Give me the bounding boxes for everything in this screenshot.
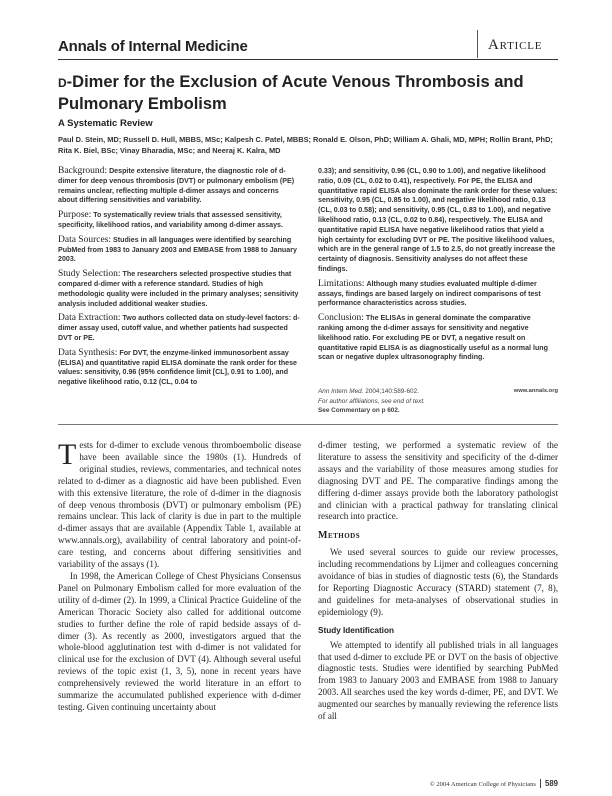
methods-heading: Methods: [318, 530, 361, 542]
article-subtitle: A Systematic Review: [58, 118, 153, 129]
drop-cap: T: [58, 438, 77, 471]
title-prefix: d: [58, 73, 67, 91]
copyright: © 2004 American College of Physicians: [429, 781, 536, 788]
journal-url[interactable]: www.annals.org: [513, 388, 558, 394]
citation-block: [318, 387, 558, 416]
citation-line: Ann Intern Med. 2004;140:589-602.: [318, 388, 419, 395]
abstract-left-column: [58, 167, 300, 393]
methods-paragraph: We used several sources to guide our review processes, including recommendations by Lijmer and colleagues concerning avoidance of bias in studies of diagnostic tests (6), the Standards for Reporting Diagnostic Accuracy (STARD) statement (7, 8), and guidelines for meta-analyses of observational studies in epidemiology (9).: [318, 547, 558, 617]
author-list: Paul D. Stein, MD; Russell D. Hull, MBBS, MSc; Kalpesh C. Patel, MBBS; Ronald E. Olson, PhD; William A. Ghali, MD, MPH; Rollin Brant, PhD; Rita K. Biel, BSc; Vinay Bharadia, MSc; and Neeraj K. Kalra, MD: [58, 135, 553, 155]
body-left-column: [58, 440, 301, 714]
abstract-rule: [58, 424, 558, 425]
body-right-column: [318, 440, 558, 723]
abstract-selection: Study Selection: The researchers selected prospective studies that compared d-dimer with a reference standard. Studies of high methodologic quality were included in the primary analyses; sensitivity analysis included additional weaker studies.: [58, 269, 299, 308]
header-rule: [58, 59, 558, 60]
abstract-purpose: Purpose: To systematically review trials that assessed sensitivity, specificity, likelihood ratios, and variability among d-dimer assays.: [58, 210, 283, 229]
abstract-background: Background: Despite extensive literature, the diagnostic role of d-dimer for deep venous thrombosis (DVT) or pulmonary embolism (PE) remains unclear, reflecting multiple d-dimer assays and concerns about differing sensitivities and variability.: [58, 166, 295, 205]
abstract-sources: Data Sources: Studies in all languages were identified by searching PubMed from 1983 to January 2003 and EMBASE from 1988 to January 2003.: [58, 234, 297, 264]
page-footer: [318, 779, 558, 788]
abstract-extraction: Data Extraction: Two authors collected data on study-level factors: d-dimer assay used, cutoff value, and whether patients had suspected DVT or PE.: [58, 313, 300, 342]
abstract-right-column: [318, 167, 558, 368]
abstract-synthesis: Data Synthesis: For DVT, the enzyme-linked immunosorbent assay (ELISA) and quantitative rapid ELISA dominate the rank order for these values: sensitivity, 0.96 (95% confidence limit [CL], 0.91 to 1.00), and negative likelihood ratio, 0.12 (CL, 0.04 to: [58, 347, 297, 387]
article-title: [58, 71, 528, 115]
body-paragraph-3: d-dimer testing, we performed a systematic review of the literature to assess the sensitivity and specificity of the d-dimer assays and the variability of those measures among studies for diagnosing DVT and PE. The comparative findings among the differing d-dimer assays provide both the laboratory pathologist and clinician with a practical pathway for translating clinical research into practice.: [318, 440, 558, 522]
study-identification-paragraph: We attempted to identify all published trials in all languages that used d-dimer to exclude PE or DVT on the basis of objective diagnostic tests. Studies were identified by searching PubMed from 1983 to January 2003 and EMBASE from 1988 to January 2003. All searches used the key words d-dimer, PE, and DVT. We augmented our searches by manually reviewing the reference lists of all: [318, 639, 558, 722]
commentary-note[interactable]: See Commentary on p 602.: [318, 407, 400, 414]
section-label: Article: [488, 37, 543, 53]
affiliations-note: For author affiliations, see end of text.: [318, 397, 425, 405]
abstract-conclusion: Conclusion: The ELISAs in general dominate the comparative ranking among the d-dimer assays for sensitivity and negative likelihood ratio. For excluding PE or DVT, a negative result on quantitative rapid ELISA is as diagnostically useful as a normal lung scan or negative duplex ultrasonography finding.: [318, 313, 548, 362]
journal-title: Annals of Internal Medicine: [58, 38, 248, 55]
body-paragraph-2: In 1998, the American College of Chest Physicians Consensus Panel on Pulmonary Embolism called for more evaluation of the utility of d-dimer (2). In 1999, a Clinical Practice Guideline of the American Thoracic Society also called for additional outcome studies to further define the role of rapid bedside assays of d-dimer (3). As recently as 2000, investigators argued that the whole-blood agglutination test with d-dimer is not validated for clinical use for the exclusion of DVT (4). Although several useful reviews of the topic exist (1, 3, 5), none in recent years have comprehensively reviewed the world literature in an effort to summarize the accumulated published experience with d-dimer testing. Given continuing uncertainty about: [58, 570, 301, 712]
body-paragraph-1: Tests for d-dimer to exclude venous thromboembolic disease have been available since the 1980s (1). Hundreds of original studies, reviews, commentaries, and technical notes related to d-dimer as a diagnostic aid have been published. Even with this extensive literature, the role of d-dimer in the diagnosis of deep venous thrombosis (DVT) or pulmonary embolism (PE) remains unclear. This lack of clarity is due in part to the multiple d-dimer assays that are available (Appendix Table 1, available at www.annals.org), availability of central laboratory and point-of-care testing, and concerns about differing sensitivities and variability of the assays (1).: [58, 438, 301, 570]
title-text: -Dimer for the Exclusion of Acute Venous Thrombosis and Pulmonary Embolism: [58, 73, 524, 113]
study-identification-heading: Study Identification: [318, 625, 394, 635]
page-number: 589: [540, 779, 558, 788]
abstract-synthesis-cont: 0.33); and sensitivity, 0.96 (CL, 0.90 to 1.00), and negative likelihood ratio, 0.09 (CL, 0.02 to 0.41), respectively. For PE, the ELISA and quantitative rapid ELISA also dominate the rank order for these values: sensitivity, 0.95 (CL, 0.85 to 1.00), and negative likelihood ratio, 0.13 (CL, 0.03 to 0.58); and sensitivity, 0.95 (CL, 0.83 to 1.00), and negative likelihood ratio, 0.13 (CL, 0.02 to 0.84), respectively. The ELISA and quantitative rapid ELISA have negative likelihood ratios that yield a high certainty for excluding DVT or PE. The positive likelihood values, which are in the general range of 1.5 to 2.5, do not greatly increase the certainty of diagnosis. Sensitivity analyses do not affect these findings.: [318, 167, 558, 273]
abstract-limitations: Limitations: Although many studies evaluated multiple d-dimer assays, findings are based largely on indirect comparisons of test performance characteristics across studies.: [318, 278, 541, 308]
